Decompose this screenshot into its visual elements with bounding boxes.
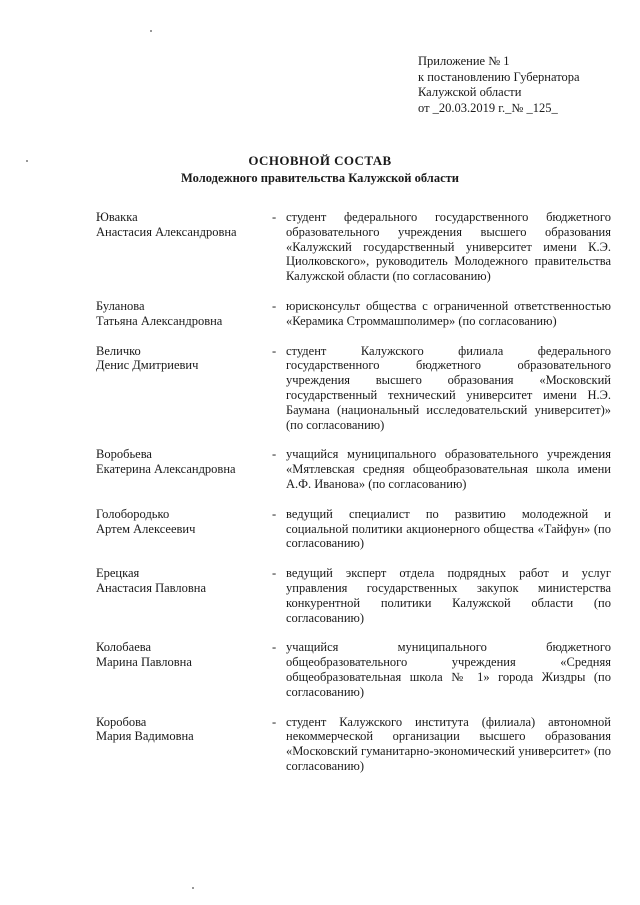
member-surname: Буланова bbox=[96, 298, 145, 313]
member-entry bbox=[96, 566, 616, 625]
member-name bbox=[96, 299, 272, 329]
member-name bbox=[96, 566, 272, 625]
member-given-name: Анастасия Павловна bbox=[96, 580, 207, 595]
member-given-name: Екатерина Александровна bbox=[96, 462, 236, 477]
member-name bbox=[96, 447, 272, 491]
appendix-region: Калужской области bbox=[418, 85, 522, 99]
dash-separator: - bbox=[272, 210, 277, 224]
member-position: юрисконсульт общества с ограниченной ответственностью «Керамика Строммашполимер» (по согласованию) bbox=[286, 298, 611, 328]
member-entry bbox=[96, 299, 616, 329]
member-position: студент Калужского института (филиала) автономной некоммерческой организации высшего образования «Московский гуманитарно-экономический университет» (по согласованию) bbox=[286, 714, 611, 773]
member-entry bbox=[96, 715, 616, 774]
member-given-name: Мария Вадимовна bbox=[96, 729, 194, 744]
dash-separator: - bbox=[272, 640, 277, 655]
member-entry bbox=[96, 507, 616, 551]
member-position: ведущий эксперт отдела подрядных работ и услуг управления государственных закупок министерства конкурентной политики Калужской области (по согласованию) bbox=[286, 566, 611, 625]
dash-separator: - bbox=[272, 343, 277, 358]
member-given-name: Татьяна Александровна bbox=[96, 313, 223, 328]
member-given-name: Артем Алексеевич bbox=[96, 521, 196, 536]
dash-separator: - bbox=[272, 714, 277, 729]
appendix-date-number: от _20.03.2019 г._№ _125_ bbox=[418, 100, 558, 115]
member-name bbox=[96, 210, 272, 284]
appendix-number: Приложение № 1 bbox=[418, 54, 510, 68]
member-entry bbox=[96, 210, 616, 284]
member-surname: Ерецкая bbox=[96, 566, 140, 581]
member-surname: Колобаева bbox=[96, 640, 152, 655]
document-title: ОСНОВНОЙ СОСТАВ bbox=[248, 153, 392, 168]
member-given-name: Денис Дмитриевич bbox=[96, 358, 199, 373]
member-position: учащийся муниципального бюджетного общеобразовательного учреждения «Средняя общеобразовательная школа № 1» города Жиздры (по согласованию) bbox=[286, 640, 611, 699]
scan-speck bbox=[26, 160, 28, 162]
member-surname: Голобородько bbox=[96, 506, 170, 521]
member-name bbox=[96, 344, 272, 433]
appendix-resolution: к постановлению Губернатора bbox=[418, 69, 580, 84]
members-list bbox=[96, 210, 616, 789]
member-position: учащийся муниципального образовательного учреждения «Мятлевская средняя общеобразовательная школа имени А.Ф. Иванова» (по согласованию) bbox=[286, 447, 611, 491]
member-entry bbox=[96, 344, 616, 433]
member-name bbox=[96, 640, 272, 699]
member-surname: Ювакка bbox=[96, 210, 138, 224]
scan-speck bbox=[150, 30, 152, 32]
member-position: студент Калужского филиала федерального государственного бюджетного образовательного учреждения высшего образования «Московский государственный технический университет имени Н.Э. Баумана (национальный исследовательский университет)» (по согласованию) bbox=[286, 343, 611, 432]
member-position: студент федерального государственного бюджетного образовательного учреждения высшего образования «Калужский государственный университет имени К.Э. Циолковского», руководитель Молодежного правительства Калужской области (по согласованию) bbox=[286, 210, 611, 284]
member-name bbox=[96, 715, 272, 774]
member-position: ведущий специалист по развитию молодежной и социальной политики акционерного общества «Тайфун» (по согласованию) bbox=[286, 506, 611, 551]
member-name bbox=[96, 507, 272, 551]
member-given-name: Анастасия Александровна bbox=[96, 224, 237, 239]
member-entry bbox=[96, 447, 616, 491]
dash-separator: - bbox=[272, 506, 277, 521]
document-subtitle: Молодежного правительства Калужской области bbox=[181, 171, 459, 185]
dash-separator: - bbox=[272, 298, 277, 313]
dash-separator: - bbox=[272, 566, 277, 581]
member-surname: Коробова bbox=[96, 714, 147, 729]
member-surname: Величко bbox=[96, 343, 141, 358]
member-entry bbox=[96, 640, 616, 699]
dash-separator: - bbox=[272, 447, 277, 462]
member-given-name: Марина Павловна bbox=[96, 655, 192, 670]
member-surname: Воробьева bbox=[96, 447, 152, 462]
scan-speck bbox=[192, 887, 194, 889]
appendix-header bbox=[418, 54, 628, 116]
